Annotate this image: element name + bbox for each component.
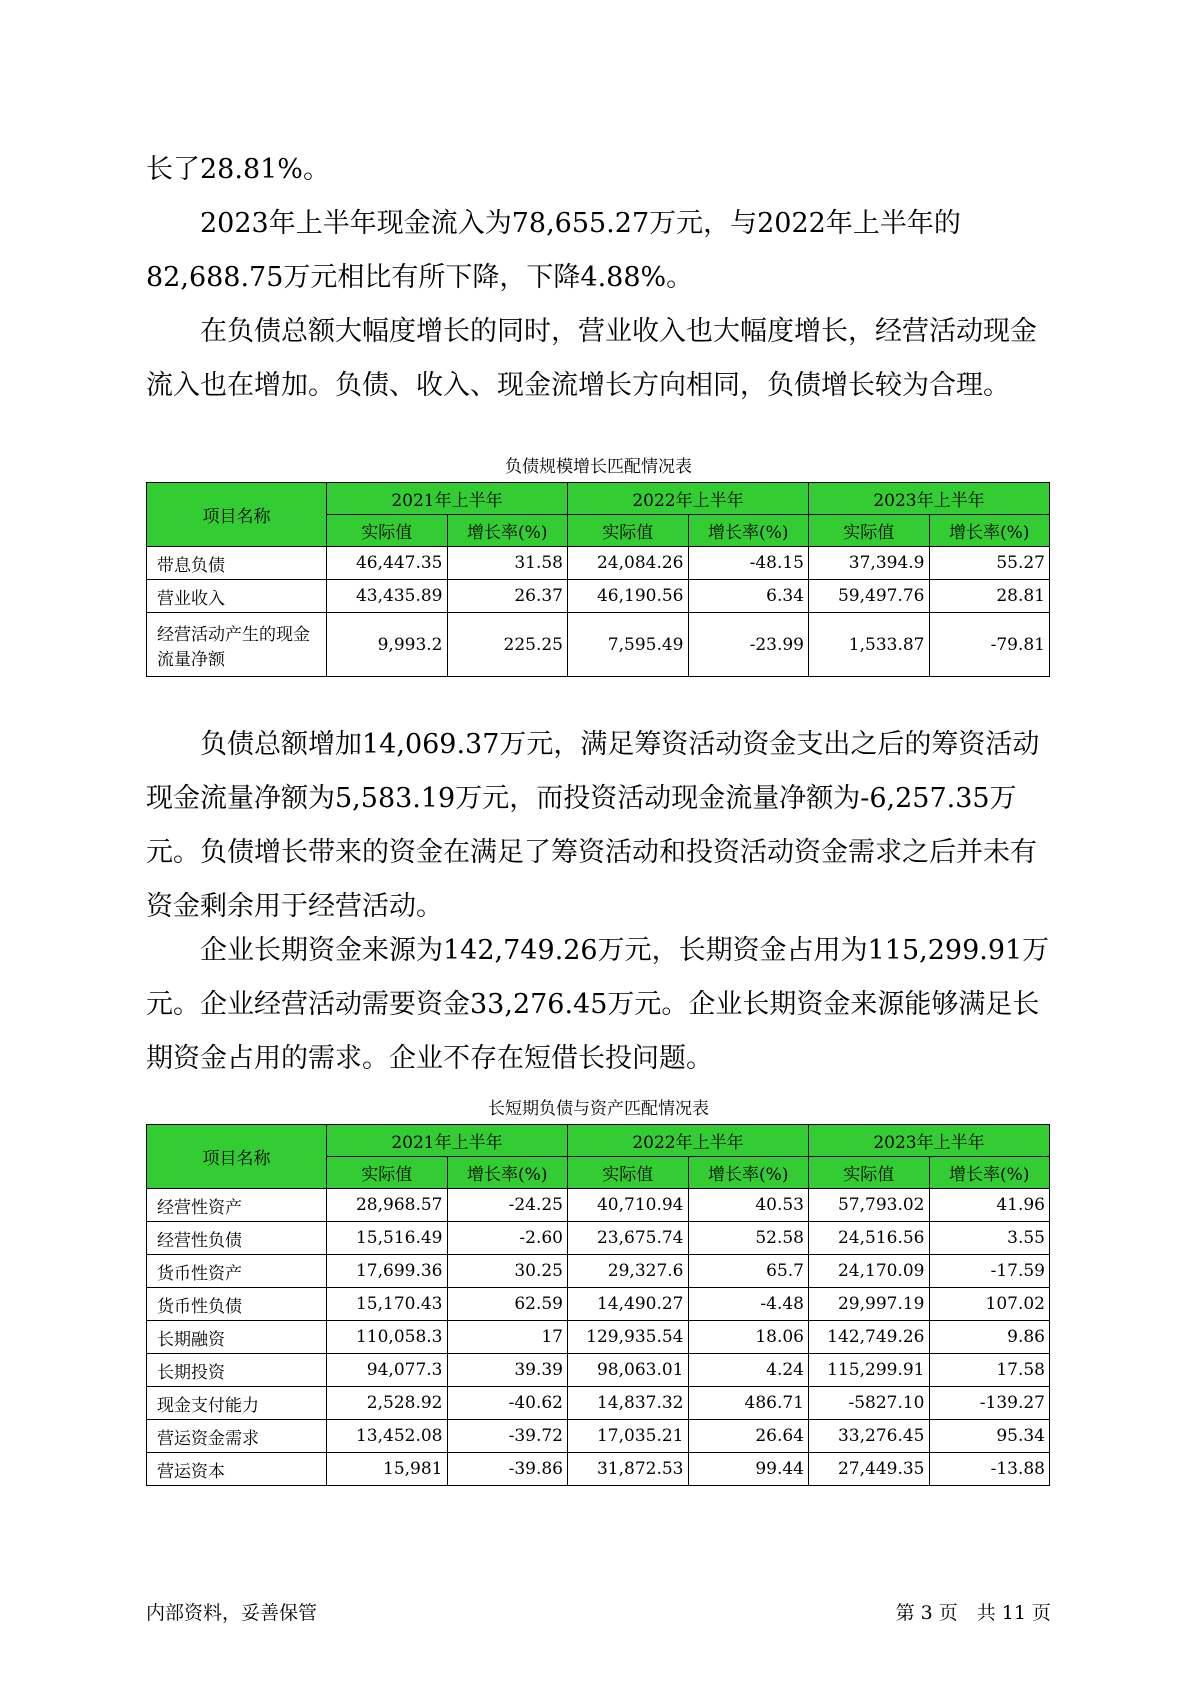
cell: 52.58	[688, 1222, 809, 1255]
table-row	[147, 1189, 1050, 1222]
row-label: 营运资本	[147, 1453, 327, 1486]
cell: 7,595.49	[568, 613, 689, 677]
footer-confidential-note: 内部资料，妥善保管	[146, 1602, 318, 1624]
period-header: 2021年上半年	[327, 1125, 568, 1157]
cell: 31.58	[447, 547, 568, 580]
cell: -4.48	[688, 1288, 809, 1321]
row-label: 经营活动产生的现金流量净额	[147, 613, 327, 677]
cell: 2,528.92	[327, 1387, 448, 1420]
cell: -23.99	[688, 613, 809, 677]
cell: 15,170.43	[327, 1288, 448, 1321]
cell: -39.86	[447, 1453, 568, 1486]
row-label: 经营性负债	[147, 1222, 327, 1255]
period-header: 2023年上半年	[809, 483, 1050, 515]
paragraph-4: 负债总额增加14,069.37万元，满足筹资活动资金支出之后的筹资活动现金流量净额为5,583.19万元，而投资活动现金流量净额为-6,257.35万元。负债增长带来的资金在满足了筹资活动和投资活动资金需求之后并未有资金剩余用于经营活动。	[146, 729, 1040, 922]
row-label: 长期融资	[147, 1321, 327, 1354]
cell: -39.72	[447, 1420, 568, 1453]
cell: 62.59	[447, 1288, 568, 1321]
row-label: 现金支付能力	[147, 1387, 327, 1420]
cell: 486.71	[688, 1387, 809, 1420]
sub-header: 实际值	[809, 1157, 930, 1189]
cell: 46,190.56	[568, 580, 689, 613]
cell: 15,981	[327, 1453, 448, 1486]
cell: 14,837.32	[568, 1387, 689, 1420]
cell: 26.37	[447, 580, 568, 613]
table-row	[147, 1354, 1050, 1387]
cell: -79.81	[929, 613, 1050, 677]
item-header: 项目名称	[147, 1125, 327, 1189]
cell: 142,749.26	[809, 1321, 930, 1354]
cell: 225.25	[447, 613, 568, 677]
cell: 40,710.94	[568, 1189, 689, 1222]
cell: 24,516.56	[809, 1222, 930, 1255]
cell: 15,516.49	[327, 1222, 448, 1255]
table2-caption: 长短期负债与资产匹配情况表	[488, 1099, 709, 1119]
cell: 31,872.53	[568, 1453, 689, 1486]
cell: -139.27	[929, 1387, 1050, 1420]
table-row	[147, 1420, 1050, 1453]
table-row	[147, 1255, 1050, 1288]
period-header: 2022年上半年	[568, 1125, 809, 1157]
period-header: 2023年上半年	[809, 1125, 1050, 1157]
row-label: 货币性资产	[147, 1255, 327, 1288]
sub-header: 增长率(%)	[447, 515, 568, 547]
sub-header: 增长率(%)	[929, 515, 1050, 547]
cell: 27,449.35	[809, 1453, 930, 1486]
cell: 59,497.76	[809, 580, 930, 613]
cell: 9,993.2	[327, 613, 448, 677]
cell: 17	[447, 1321, 568, 1354]
cell: 6.34	[688, 580, 809, 613]
cell: 65.7	[688, 1255, 809, 1288]
cell: 24,170.09	[809, 1255, 930, 1288]
table-row	[147, 547, 1050, 580]
table-row	[147, 580, 1050, 613]
cell: 43,435.89	[327, 580, 448, 613]
cell: 98,063.01	[568, 1354, 689, 1387]
cell: 33,276.45	[809, 1420, 930, 1453]
cell: 29,327.6	[568, 1255, 689, 1288]
sub-header: 实际值	[327, 1157, 448, 1189]
cell: 94,077.3	[327, 1354, 448, 1387]
paragraph-5: 企业长期资金来源为142,749.26万元，长期资金占用为115,299.91万元。企业经营活动需要资金33,276.45万元。企业长期资金来源能够满足长期资金占用的需求。企业不存在短借长投问题。	[146, 935, 1050, 1074]
cell: 28,968.57	[327, 1189, 448, 1222]
cell: 57,793.02	[809, 1189, 930, 1222]
row-label: 长期投资	[147, 1354, 327, 1387]
cell: 4.24	[688, 1354, 809, 1387]
cell: 23,675.74	[568, 1222, 689, 1255]
cell: 9.86	[929, 1321, 1050, 1354]
sub-header: 实际值	[327, 515, 448, 547]
cell: 55.27	[929, 547, 1050, 580]
cell: -24.25	[447, 1189, 568, 1222]
cell: 39.39	[447, 1354, 568, 1387]
debt-scale-table	[146, 482, 1050, 677]
cell: 18.06	[688, 1321, 809, 1354]
table-row	[147, 1321, 1050, 1354]
row-label: 经营性资产	[147, 1189, 327, 1222]
table-row	[147, 1288, 1050, 1321]
period-header: 2022年上半年	[568, 483, 809, 515]
period-header: 2021年上半年	[327, 483, 568, 515]
cell: 14,490.27	[568, 1288, 689, 1321]
table1-caption: 负债规模增长匹配情况表	[505, 457, 692, 477]
cell: 115,299.91	[809, 1354, 930, 1387]
row-label: 营业收入	[147, 580, 327, 613]
cell: 17,699.36	[327, 1255, 448, 1288]
paragraph-3: 在负债总额大幅度增长的同时，营业收入也大幅度增长，经营活动现金流入也在增加。负债、收入、现金流增长方向相同，负债增长较为合理。	[146, 316, 1037, 401]
cell: 1,533.87	[809, 613, 930, 677]
sub-header: 实际值	[568, 1157, 689, 1189]
cell: -13.88	[929, 1453, 1050, 1486]
cell: 99.44	[688, 1453, 809, 1486]
sub-header: 增长率(%)	[688, 1157, 809, 1189]
paragraph-2: 2023年上半年现金流入为78,655.27万元，与2022年上半年的82,688.75万元相比有所下降，下降4.88%。	[146, 208, 961, 293]
footer-page-number: 第 3 页 共 11 页	[895, 1602, 1051, 1624]
cell: 29,997.19	[809, 1288, 930, 1321]
item-header: 项目名称	[147, 483, 327, 547]
cell: 17,035.21	[568, 1420, 689, 1453]
cell: 37,394.9	[809, 547, 930, 580]
debt-asset-matching-table	[146, 1124, 1050, 1486]
sub-header: 实际值	[809, 515, 930, 547]
cell: 30.25	[447, 1255, 568, 1288]
cell: -2.60	[447, 1222, 568, 1255]
cell: 110,058.3	[327, 1321, 448, 1354]
cell: -17.59	[929, 1255, 1050, 1288]
table-row	[147, 1453, 1050, 1486]
cell: -5827.10	[809, 1387, 930, 1420]
cell: 95.34	[929, 1420, 1050, 1453]
row-label: 带息负债	[147, 547, 327, 580]
table-row	[147, 1222, 1050, 1255]
table-row	[147, 613, 1050, 677]
row-label: 货币性负债	[147, 1288, 327, 1321]
cell: 107.02	[929, 1288, 1050, 1321]
sub-header: 增长率(%)	[688, 515, 809, 547]
cell: 41.96	[929, 1189, 1050, 1222]
cell: 13,452.08	[327, 1420, 448, 1453]
cell: -40.62	[447, 1387, 568, 1420]
cell: 129,935.54	[568, 1321, 689, 1354]
cell: 17.58	[929, 1354, 1050, 1387]
sub-header: 实际值	[568, 515, 689, 547]
cell: 3.55	[929, 1222, 1050, 1255]
cell: 26.64	[688, 1420, 809, 1453]
table-row	[147, 1387, 1050, 1420]
cell: 46,447.35	[327, 547, 448, 580]
sub-header: 增长率(%)	[929, 1157, 1050, 1189]
cell: 28.81	[929, 580, 1050, 613]
cell: -48.15	[688, 547, 809, 580]
cell: 40.53	[688, 1189, 809, 1222]
sub-header: 增长率(%)	[447, 1157, 568, 1189]
cell: 24,084.26	[568, 547, 689, 580]
paragraph-1: 长了28.81%。	[146, 154, 330, 185]
row-label: 营运资金需求	[147, 1420, 327, 1453]
